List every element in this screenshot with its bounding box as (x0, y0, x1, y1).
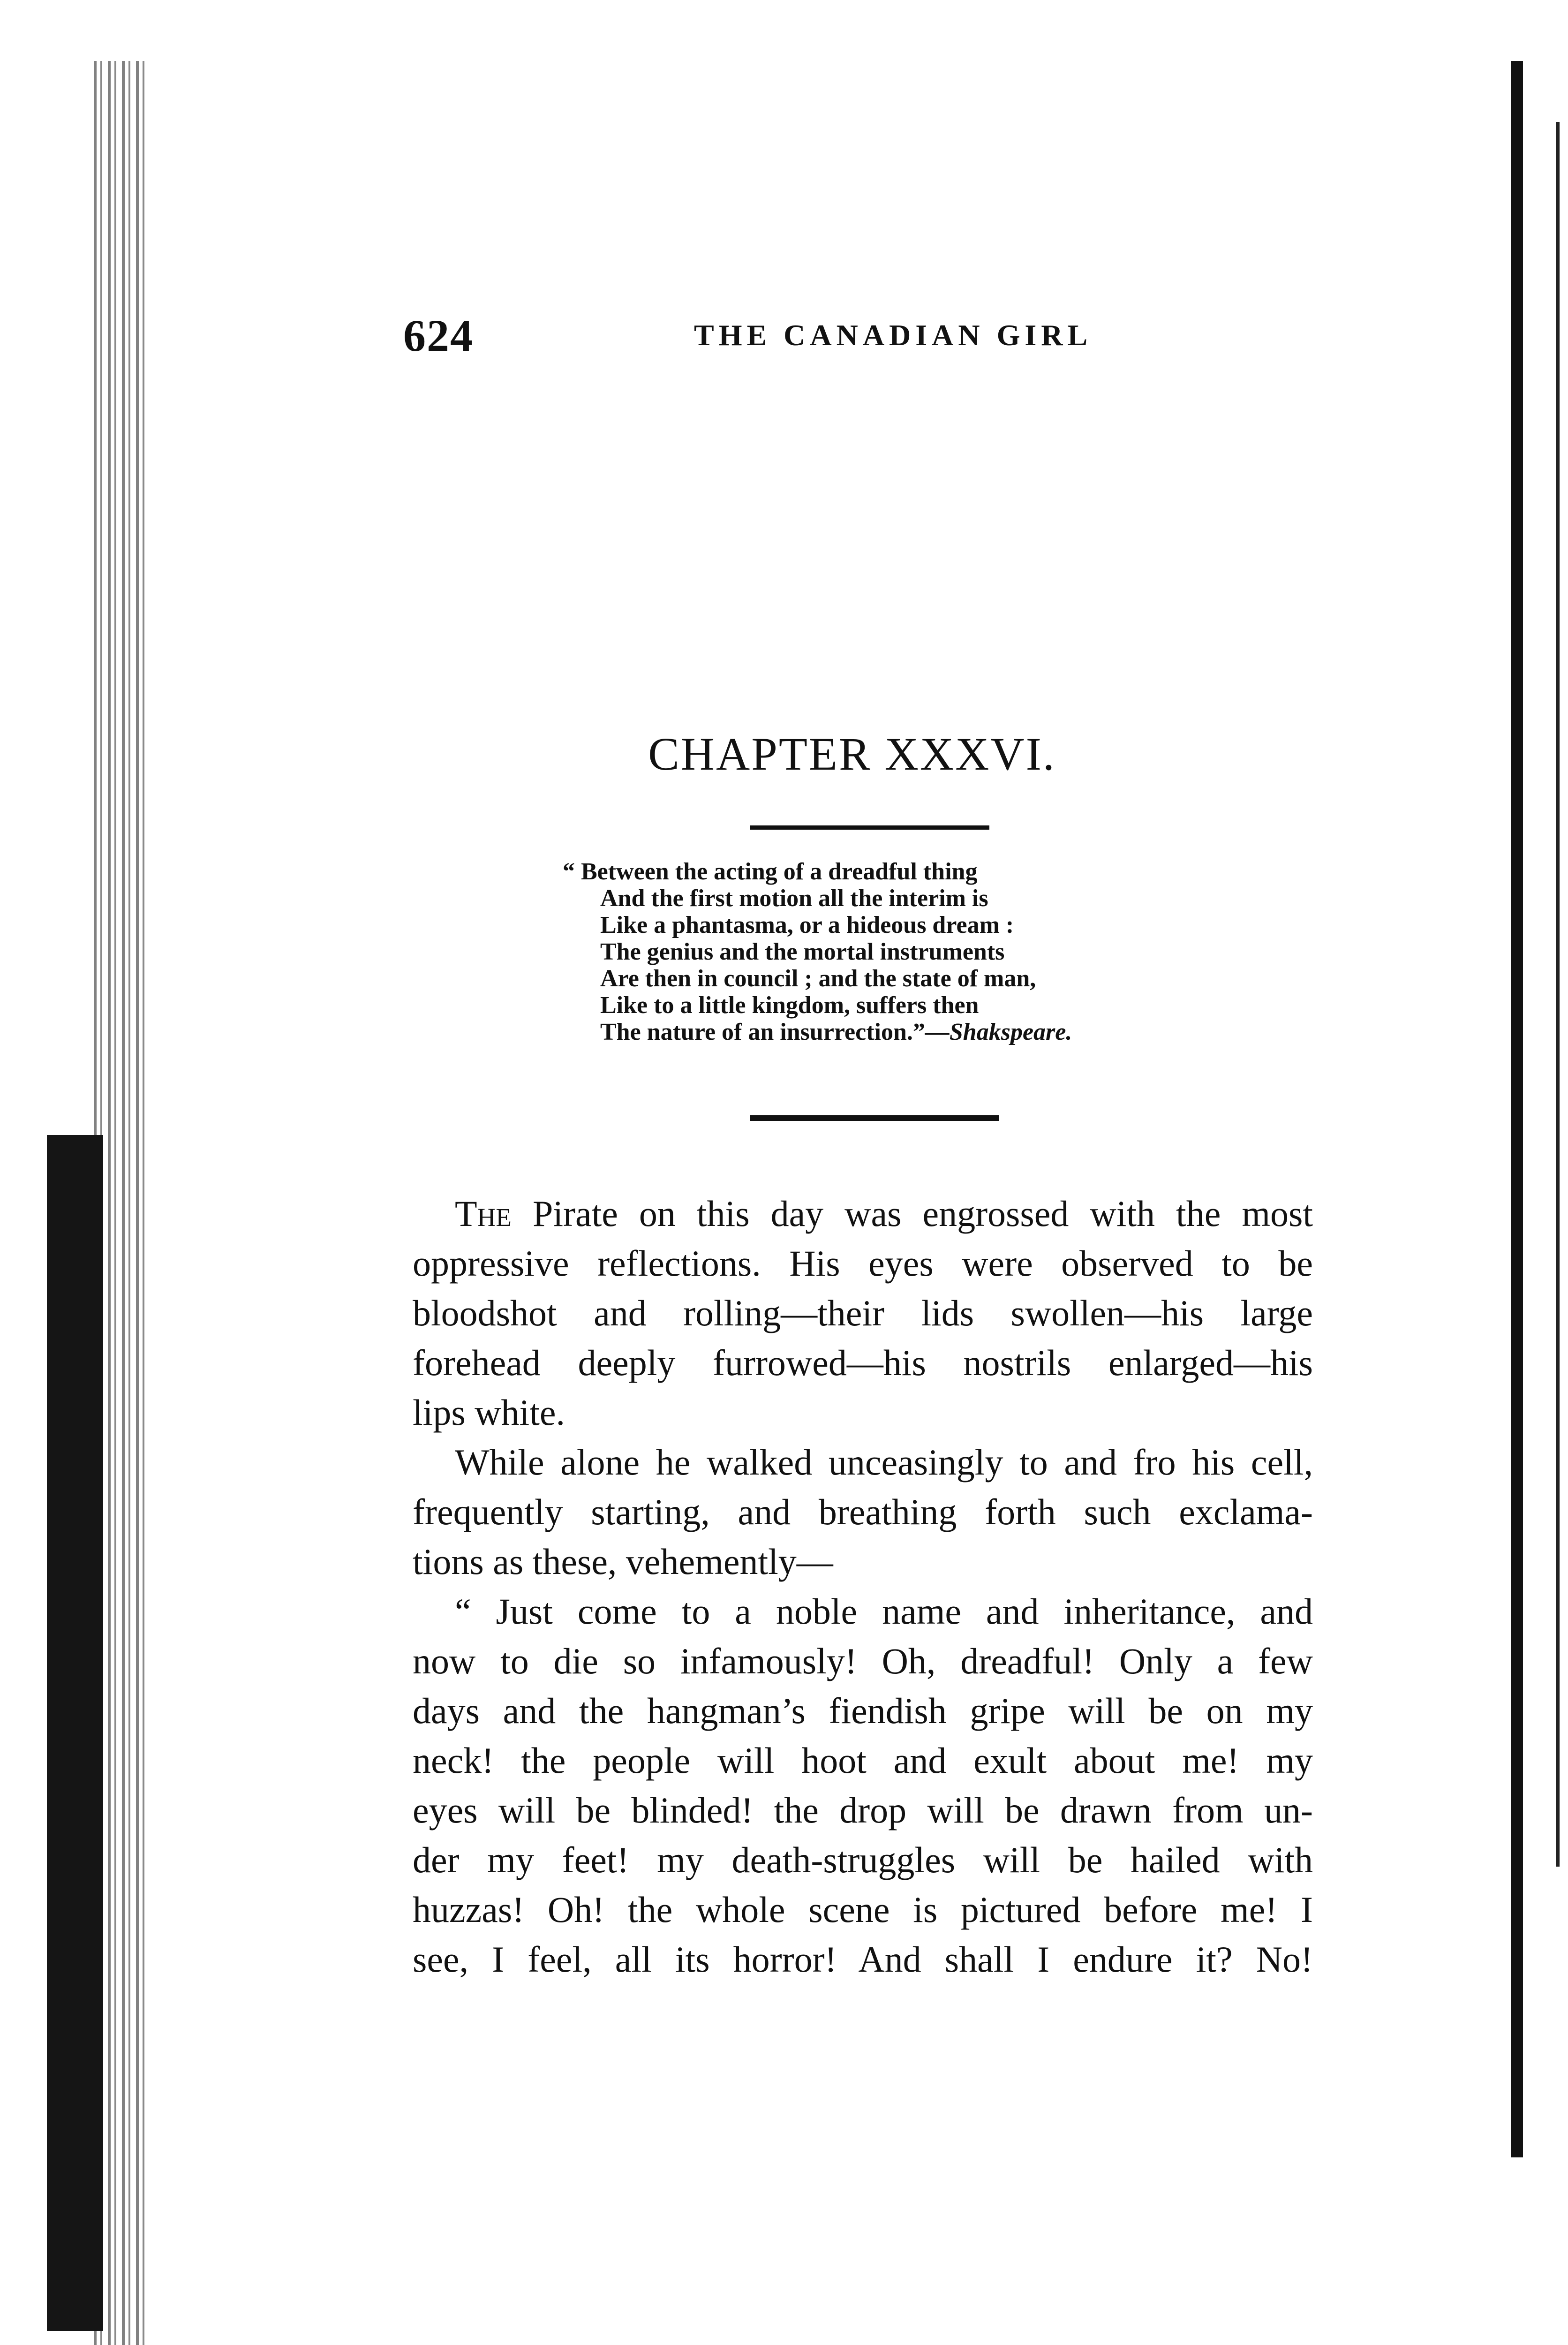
scan-gutter-block (47, 1135, 103, 2331)
body-line: days and the hangman’s fiendish gripe will be on my (413, 1690, 1313, 1731)
body-line: eyes will be blinded! the drop will be drawn from un- (413, 1790, 1313, 1831)
running-head-title: THE CANADIAN GIRL (694, 318, 1093, 352)
drop-lead-word: The (455, 1193, 512, 1234)
epigraph-line-text: The nature of an insurrection.” (600, 1019, 925, 1045)
scan-right-edge (1511, 61, 1523, 2157)
body-line: oppressive reflections. His eyes were observed to be (413, 1243, 1313, 1284)
page-number: 624 (403, 310, 474, 361)
chapter-rule-top (750, 825, 989, 830)
epigraph-line: Like to a little kingdom, suffers then (600, 992, 979, 1019)
epigraph-line: And the first motion all the interim is (600, 885, 988, 912)
running-header (403, 310, 1341, 375)
epigraph (563, 858, 1172, 1045)
paragraph (413, 1587, 1313, 1984)
body-line-text: Pirate on this day was engrossed with the most (532, 1193, 1313, 1234)
chapter-title: CHAPTER XXXVI. (648, 728, 1056, 780)
scan-right-edge-thin (1556, 122, 1560, 1867)
body-line: forehead deeply furrowed—his nostrils enlarged—his (413, 1342, 1313, 1383)
body-line: “ Just come to a noble name and inheritance, and (455, 1591, 1313, 1632)
chapter-rule-bottom (750, 1115, 999, 1121)
body-line: neck! the people will hoot and exult about me! my (413, 1740, 1313, 1781)
paragraph (413, 1189, 1313, 1437)
body-line: frequently starting, and breathing forth such exclama- (413, 1491, 1313, 1532)
body-line (413, 1189, 1313, 1239)
body-line: huzzas! Oh! the whole scene is pictured before me! I (413, 1889, 1313, 1930)
epigraph-last-line (563, 1019, 1172, 1045)
body-line: lips white. (413, 1392, 565, 1433)
body-line: now to die so infamously! Oh, dreadful! Only a few (413, 1641, 1313, 1681)
body-line: bloodshot and rolling—their lids swollen—his large (413, 1293, 1313, 1333)
epigraph-line: “ Between the acting of a dreadful thing (563, 858, 978, 885)
epigraph-line: The genius and the mortal instruments (600, 938, 1005, 965)
body-line: While alone he walked unceasingly to and fro his cell, (455, 1442, 1313, 1483)
epigraph-line: Are then in council ; and the state of man, (600, 965, 1036, 992)
body-line: der my feet! my death-struggles will be hailed with (413, 1839, 1313, 1880)
body-line: see, I feel, all its horror! And shall I endure it? No! (413, 1939, 1313, 1980)
body-line: tions as these, vehemently— (413, 1541, 833, 1582)
epigraph-line: Like a phantasma, or a hideous dream : (600, 912, 1014, 938)
body-text (413, 1189, 1313, 1984)
paragraph (413, 1437, 1313, 1587)
epigraph-attribution: —Shakspeare. (925, 1019, 1072, 1045)
